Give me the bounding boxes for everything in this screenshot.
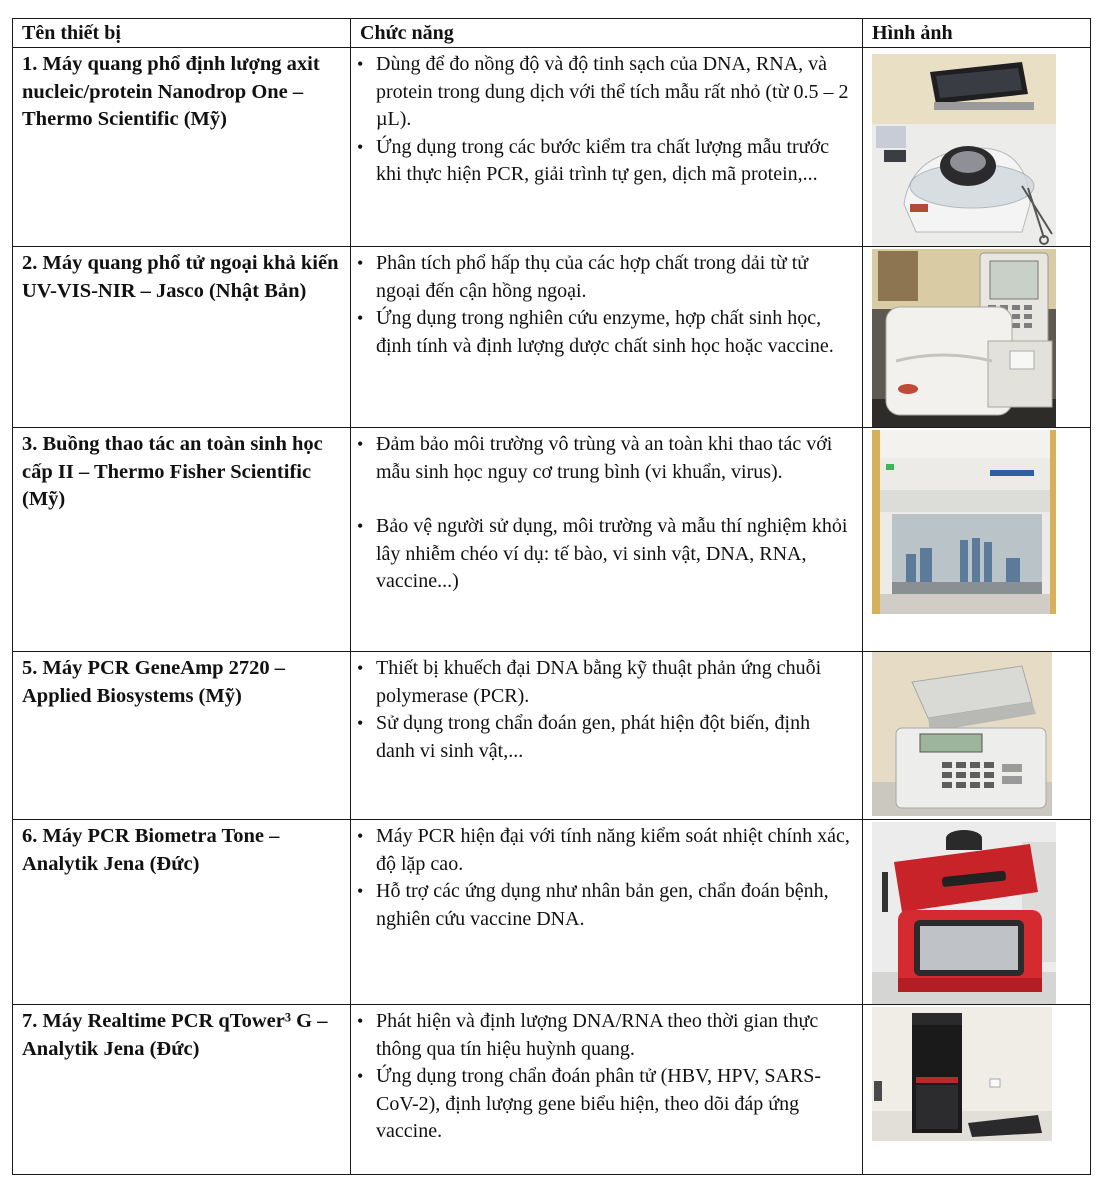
function-item: • Ứng dụng trong nghiên cứu enzyme, hợp chất sinh học, định tính và định lượng dược chất sinh học hoặc vaccine.	[351, 305, 852, 360]
pcr-biometra-photo	[872, 822, 1056, 1004]
function-item: • Máy PCR hiện đại với tính năng kiểm soát nhiệt chính xác, độ lặp cao.	[351, 823, 852, 878]
function-item: • Ứng dụng trong chẩn đoán phân tử (HBV, HPV, SARS-CoV-2), định lượng gene biểu hiện, theo dõi đáp ứng vaccine.	[351, 1063, 852, 1146]
nanodrop-photo	[872, 54, 1056, 246]
device-photo-cell	[863, 247, 1091, 428]
table-row	[13, 1005, 1091, 1175]
device-functions	[351, 48, 863, 247]
device-functions	[351, 428, 863, 652]
function-item: • Sử dụng trong chẩn đoán gen, phát hiện đột biến, định danh vi sinh vật,...	[351, 710, 852, 765]
function-item: • Phân tích phổ hấp thụ của các hợp chất trong dải từ tử ngoại đến cận hồng ngoại.	[351, 250, 852, 305]
function-item: • Thiết bị khuếch đại DNA bằng kỹ thuật phản ứng chuỗi polymerase (PCR).	[351, 655, 852, 710]
device-name: 3. Buồng thao tác an toàn sinh học cấp II – Thermo Fisher Scientific (Mỹ)	[13, 428, 351, 652]
device-functions	[351, 820, 863, 1005]
device-functions	[351, 247, 863, 428]
device-photo-cell	[863, 48, 1091, 247]
device-name: 6. Máy PCR Biometra Tone – Analytik Jena (Đức)	[13, 820, 351, 1005]
function-item: • Dùng để đo nồng độ và độ tinh sạch của DNA, RNA, và protein trong dung dịch với thể tích mẫu rất nhỏ (từ 0.5 – 2 µL).	[351, 51, 852, 134]
spectrophotometer-photo	[872, 249, 1056, 427]
header-name: Tên thiết bị	[13, 19, 351, 48]
table-row	[13, 247, 1091, 428]
equipment-table	[12, 18, 1091, 1175]
function-item: • Bảo vệ người sử dụng, môi trường và mẫu thí nghiệm khỏi lây nhiễm chéo ví dụ: tế bào, vi sinh vật, DNA, RNA, vaccine...)	[351, 513, 852, 596]
device-name: 5. Máy PCR GeneAmp 2720 – Applied Biosystems (Mỹ)	[13, 652, 351, 820]
device-name: 2. Máy quang phổ tử ngoại khả kiến UV-VIS-NIR – Jasco (Nhật Bản)	[13, 247, 351, 428]
table-header-row	[13, 19, 1091, 48]
function-item: • Hỗ trợ các ứng dụng như nhân bản gen, chẩn đoán bệnh, nghiên cứu vaccine DNA.	[351, 878, 852, 933]
device-functions	[351, 1005, 863, 1175]
header-image: Hình ảnh	[863, 19, 1091, 48]
header-function: Chức năng	[351, 19, 863, 48]
function-item: • Phát hiện và định lượng DNA/RNA theo thời gian thực thông qua tín hiệu huỳnh quang.	[351, 1008, 852, 1063]
device-name: 7. Máy Realtime PCR qTower³ G – Analytik Jena (Đức)	[13, 1005, 351, 1175]
biosafety-cabinet-photo	[872, 430, 1056, 614]
device-functions	[351, 652, 863, 820]
table-row	[13, 428, 1091, 652]
device-photo-cell	[863, 1005, 1091, 1175]
device-photo-cell	[863, 652, 1091, 820]
device-name: 1. Máy quang phổ định lượng axit nucleic/protein Nanodrop One – Thermo Scientific (Mỹ)	[13, 48, 351, 247]
device-photo-cell	[863, 820, 1091, 1005]
pcr-geneamp-photo	[872, 652, 1056, 816]
function-item: • Đảm bảo môi trường vô trùng và an toàn khi thao tác với mẫu sinh học nguy cơ trung bình (vi khuẩn, virus).	[351, 431, 852, 486]
realtime-pcr-photo	[872, 1007, 1056, 1141]
table-row	[13, 820, 1091, 1005]
function-item: • Ứng dụng trong các bước kiểm tra chất lượng mẫu trước khi thực hiện PCR, giải trình tự gen, dịch mã protein,...	[351, 134, 852, 189]
device-photo-cell	[863, 428, 1091, 652]
table-row	[13, 652, 1091, 820]
table-row	[13, 48, 1091, 247]
